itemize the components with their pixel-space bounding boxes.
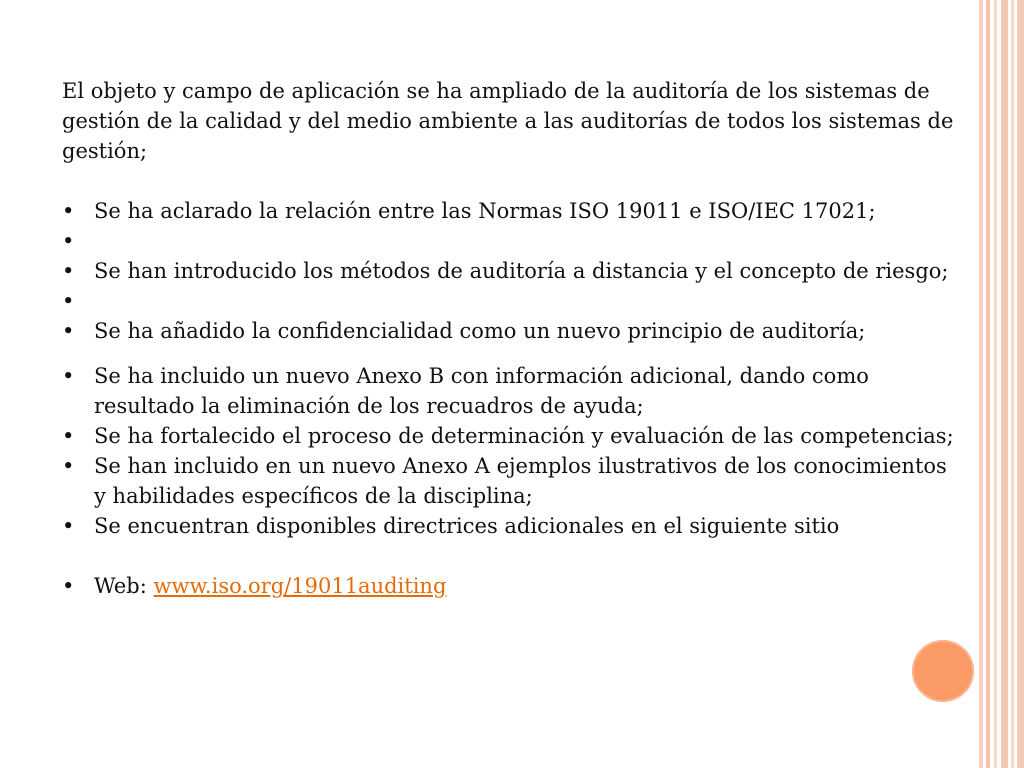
bullet-icon: • [62,319,75,343]
list-item-web [62,571,962,601]
bullet-icon: • [62,424,75,448]
bullet-list [62,196,962,601]
list-item [62,226,962,256]
accent-circle [912,640,974,702]
list-item [62,286,962,316]
list-item-text: Se ha fortalecido el proceso de determinación y evaluación de las competencias; [94,424,954,448]
list-item-text: Se han introducido los métodos de auditoría a distancia y el concepto de riesgo; [94,259,949,283]
list-item [62,256,962,286]
slide-content [62,76,962,601]
list-item [62,196,962,226]
bullet-icon: • [62,289,75,313]
list-item-text: Se ha añadido la confidencialidad como un nuevo principio de auditoría; [94,319,866,343]
decorative-stripe [994,0,997,768]
bullet-icon: • [62,229,75,253]
list-item [62,511,962,541]
list-item-text: Se encuentran disponibles directrices adicionales en el siguiente sitio [94,514,840,538]
bullet-icon: • [62,199,75,223]
list-item [62,361,962,421]
list-item-text: Se ha aclarado la relación entre las Normas ISO 19011 e ISO/IEC 17021; [94,199,876,223]
bullet-icon: • [62,454,75,478]
decorative-stripe [1001,0,1008,768]
web-label: Web: [94,574,154,598]
decorative-stripe [979,0,983,768]
bullet-icon: • [62,574,75,598]
bullet-icon: • [62,514,75,538]
intro-paragraph: El objeto y campo de aplicación se ha ampliado de la auditoría de los sistemas de gestión de la calidad y del medio ambiente a las auditorías de todos los sistemas de gestión; [62,79,954,163]
decorative-stripe [986,0,990,768]
list-item [62,421,962,451]
list-item-text: Se ha incluido un nuevo Anexo B con información adicional, dando como resultado la eliminación de los recuadros de ayuda; [94,364,869,418]
list-item [62,316,962,346]
list-item [62,451,962,511]
bullet-icon: • [62,259,75,283]
web-link[interactable]: www.iso.org/19011auditing [153,574,447,598]
decorative-stripe [1017,0,1024,768]
list-item-text: Se han incluido en un nuevo Anexo A ejemplos ilustrativos de los conocimientos y habilidades específicos de la disciplina; [94,454,947,508]
decorative-stripe [1011,0,1014,768]
bullet-icon: • [62,364,75,388]
